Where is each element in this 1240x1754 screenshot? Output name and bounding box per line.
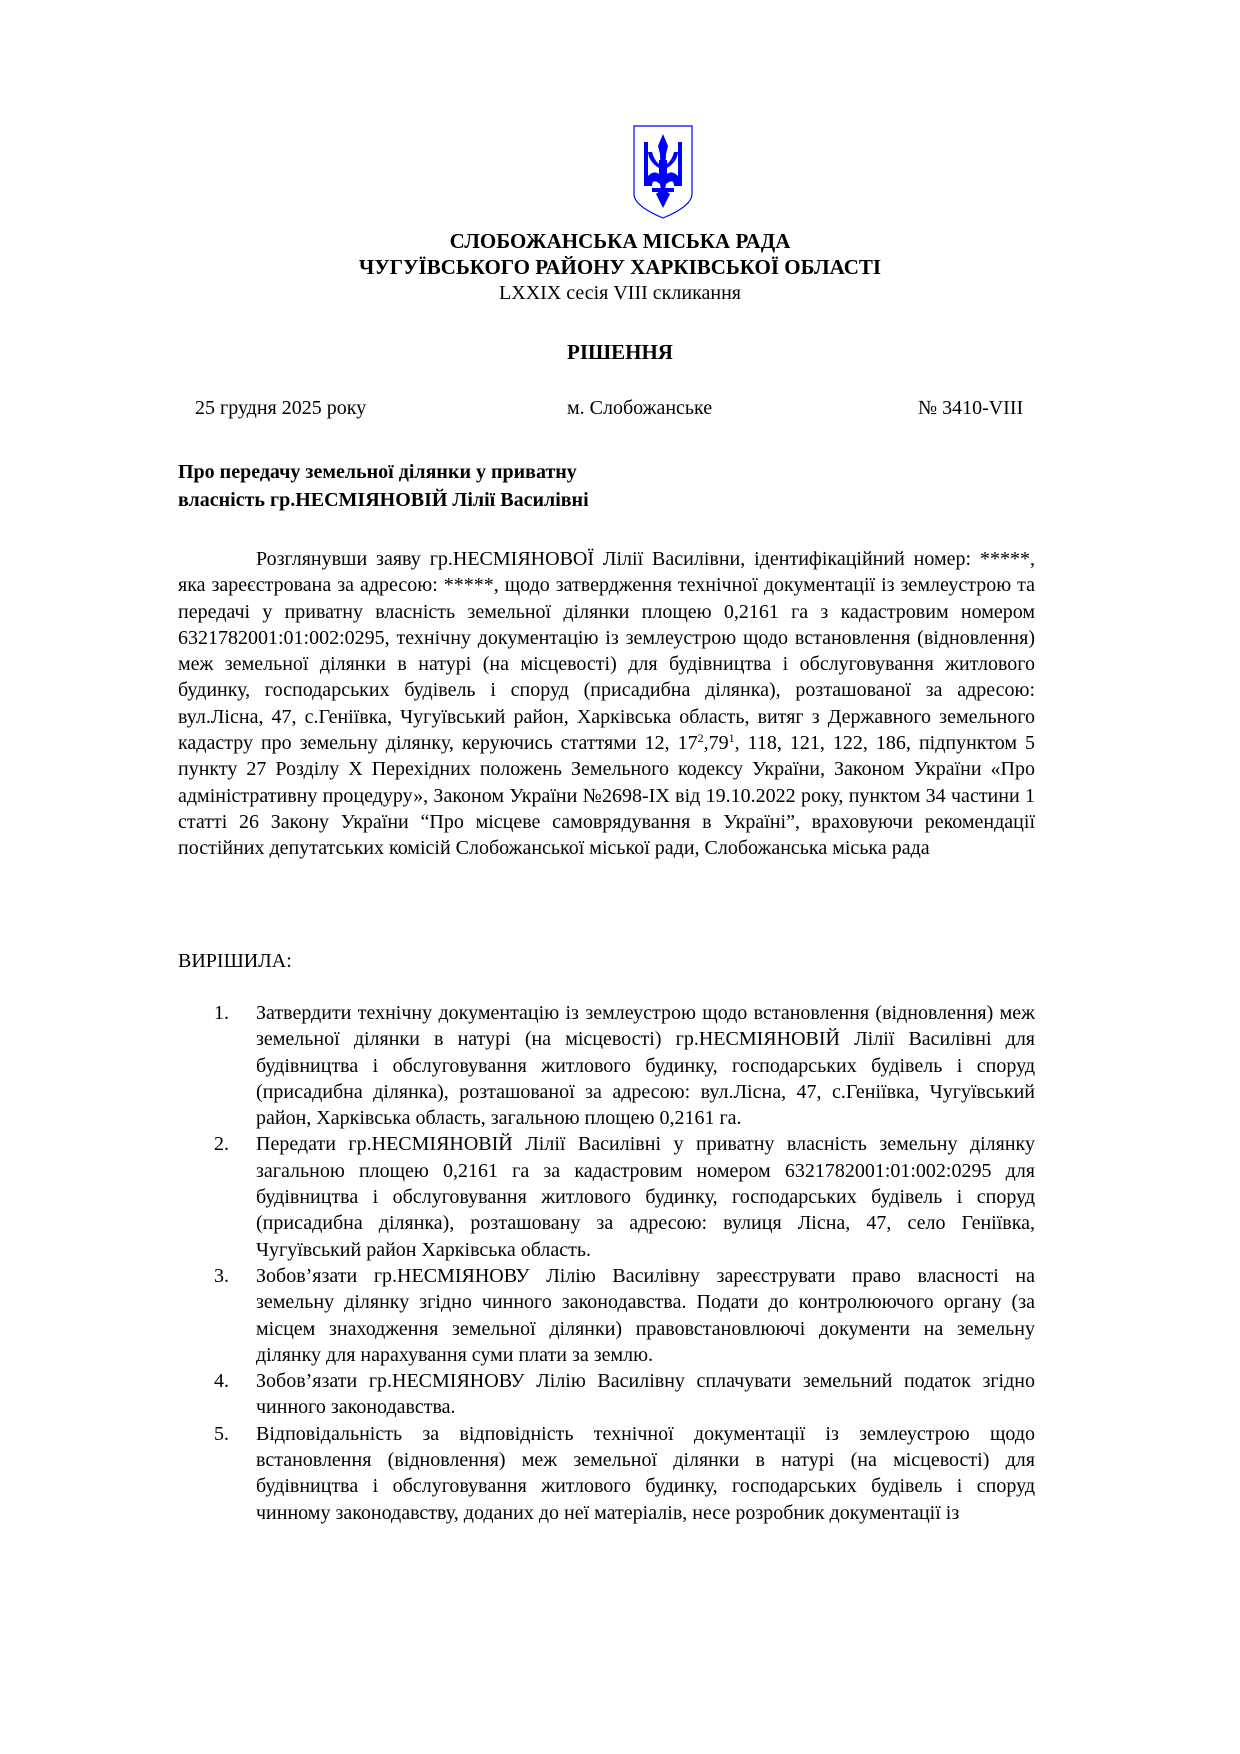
item-number: 2.: [214, 1133, 229, 1156]
superscript-2: 2: [697, 731, 704, 746]
item-text: Зобов’язати гр.НЕСМІЯНОВУ Лілію Василівну зареєструвати право власності на земельну ділянку згідно чинного законодавства. Подати до контролюючого органу (за місцем знаходження земельної ділянки) правовстановлюючі документи на земельну ділянку для нарахування суми плати за землю.: [256, 1264, 1035, 1366]
subject-line-1: Про передачу земельної ділянки у приватну: [178, 461, 577, 483]
decision-number: № 3410-VIII: [918, 397, 1024, 419]
decision-item: [178, 1263, 1035, 1368]
item-number: 5.: [214, 1422, 229, 1445]
decision-city: м. Слобожанське: [567, 397, 713, 419]
session-label: LXXIX сесія VIII скликання: [499, 282, 741, 304]
preamble-paragraph: [178, 546, 1035, 862]
document-type-title: РІШЕННЯ: [567, 340, 673, 364]
item-text: Затвердити технічну документацію із землеустрою щодо встановлення (відновлення) меж земельної ділянки в натурі (на місцевості) гр.НЕСМІЯНОВІЙ Лілії Василівні для будівництва і обслуговування житлового будинку, господарських будівель і споруд (присадибна ділянка), розташованої за адресою: вул.Лісна, 47, с.Геніївка, Чугуївський район, Харківська область, загальною площею 0,2161 га.: [256, 1002, 1035, 1130]
superscript-1: 1: [728, 731, 735, 746]
decision-item: [178, 1000, 1035, 1131]
preamble-text-1: Розглянувши заяву гр.НЕСМІЯНОВОЇ Лілії Василівни, ідентифікаційний номер: *****, яка зареєстрована за адресою: *****, щодо затвердження технічної документації із землеустрою та передачі у приватну власність земельної ділянки площею 0,2161 га з кадастровим номером 6321782001:01:002:0295, технічну документацію із землеустрою щодо встановлення (відновлення) меж земельної ділянки в натурі (на місцевості) для будівництва і обслуговування житлового будинку, господарських будівель і споруд (присадибна ділянка), розташованої за адресою: вул.Лісна, 47, с.Геніївка, Чугуївський район, Харківська область, витяг з Державного земельного кадастру про земельну ділянку, керуючись статтями 12, 17: [178, 548, 1035, 755]
item-number: 3.: [214, 1264, 229, 1287]
item-text: Зобов’язати гр.НЕСМІЯНОВУ Лілію Василівну сплачувати земельний податок згідно чинного законодавства.: [256, 1370, 1035, 1419]
decision-item: [178, 1368, 1035, 1421]
decision-item: [178, 1421, 1035, 1526]
item-text: Відповідальність за відповідність технічної документації із землеустрою щодо встановлення (відновлення) меж земельної ділянки в натурі (на місцевості) для будівництва і обслуговування житлового будинку, господарських будівель і споруд чинному законодавству, доданих до неї матеріалів, несе розробник документації із: [256, 1422, 1035, 1524]
district-name: ЧУГУЇВСЬКОГО РАЙОНУ ХАРКІВСЬКОЇ ОБЛАСТІ: [358, 255, 882, 279]
resolved-label: ВИРІШИЛА:: [178, 950, 292, 972]
ukraine-trident-coat-of-arms-icon: [632, 124, 694, 220]
subject-line-2: власність гр.НЕСМІЯНОВІЙ Лілії Василівні: [178, 489, 589, 511]
council-name: СЛОБОЖАНСЬКА МІСЬКА РАДА: [449, 229, 791, 253]
decision-date: 25 грудня 2025 року: [195, 397, 367, 419]
preamble-text-3: , 118, 121, 122, 186, підпунктом 5 пункту 27 Розділу X Перехідних положень Земельного кодексу України, Законом України «Про адміністративну процедуру», Законом України №2698-IX від 19.10.2022 року, пунктом 34 частини 1 статті 26 Закону України “Про місцеве самоврядування в Україні”, враховуючи рекомендації постійних депутатських комісій Слобожанської міської ради, Слобожанська міська рада: [178, 732, 1035, 860]
item-text: Передати гр.НЕСМІЯНОВІЙ Лілії Василівні у приватну власність земельну ділянку загальною площею 0,2161 га за кадастровим номером 6321782001:01:002:0295 для будівництва і обслуговування житлового будинку, господарських будівель і споруд (присадибна ділянка), розташовану за адресою: вулиця Лісна, 47, село Геніївка, Чугуївський район Харківська область.: [256, 1133, 1035, 1261]
decision-items-list: [178, 1000, 1035, 1526]
decision-item: [178, 1131, 1035, 1262]
decision-subject: [178, 458, 589, 514]
item-number: 1.: [214, 1002, 229, 1024]
preamble-text-2: ,79: [703, 732, 729, 755]
item-number: 4.: [214, 1370, 229, 1393]
